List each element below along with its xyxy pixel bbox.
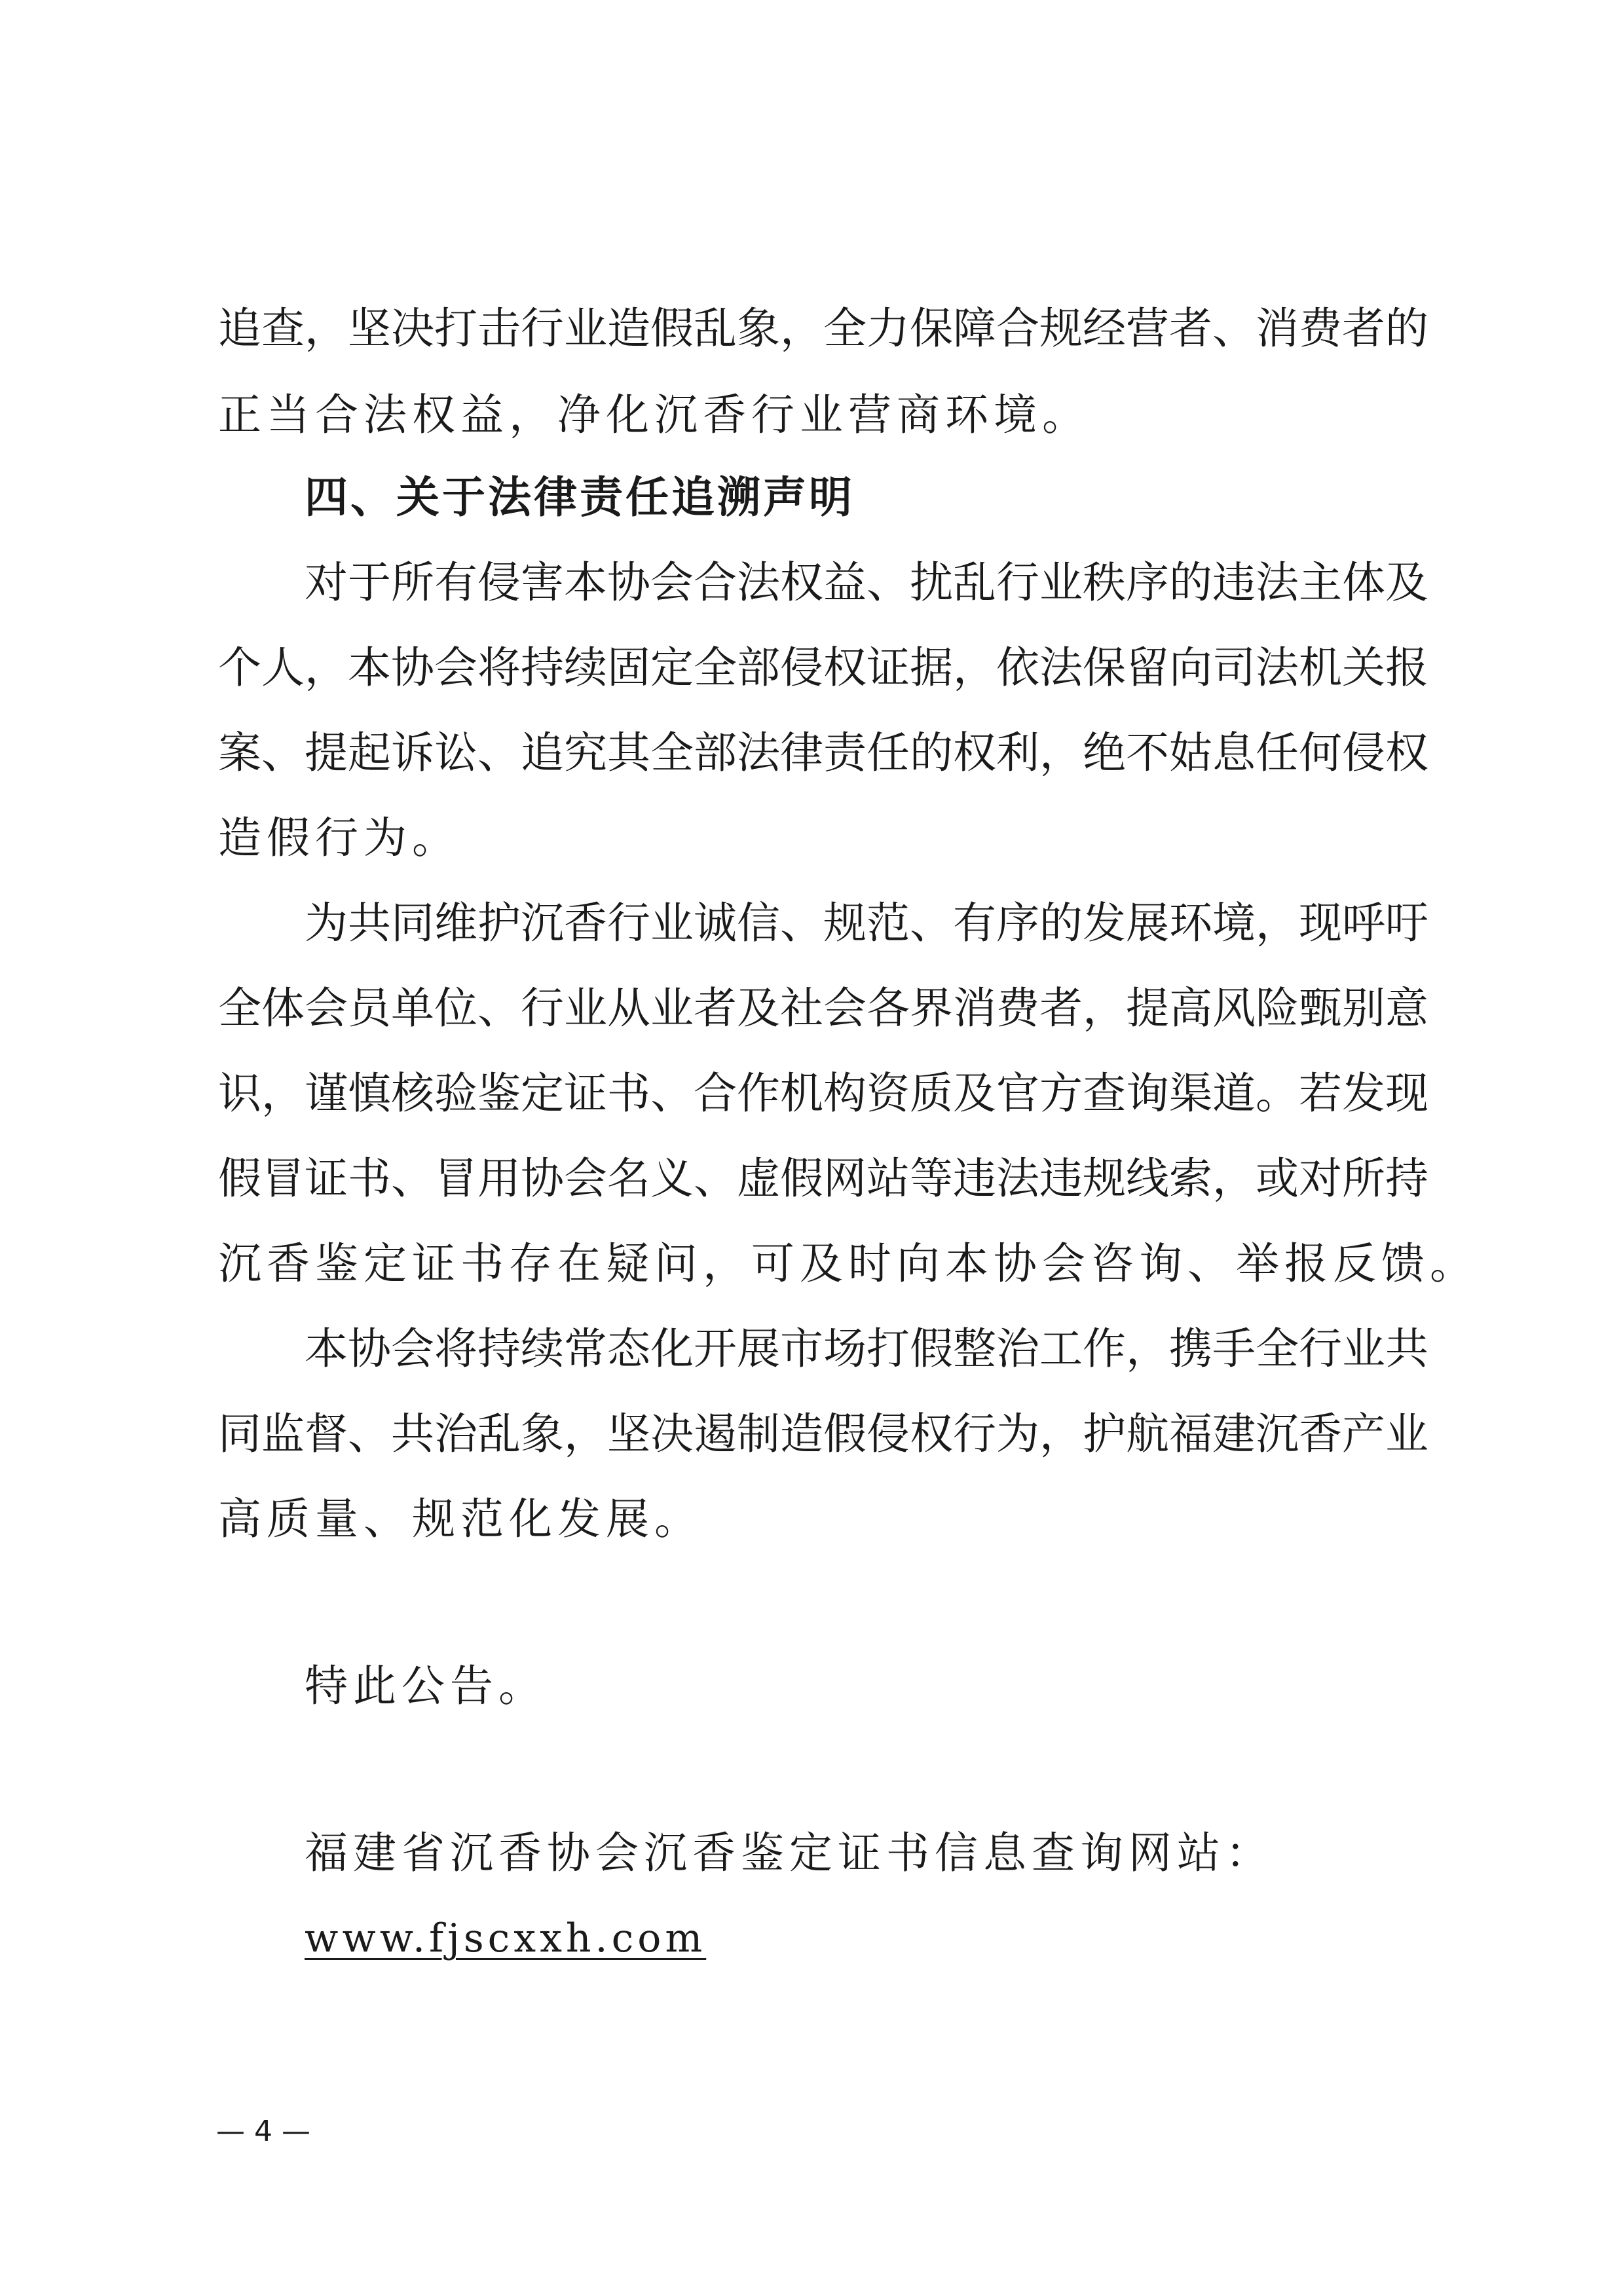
body-line: 对于所有侵害本协会合法权益、扰乱行业秩序的违法主体及 xyxy=(305,557,1428,608)
body-line: 识，谨慎核验鉴定证书、合作机构资质及官方查询渠道。若发现 xyxy=(218,1068,1428,1119)
closing-statement: 特此公告。 xyxy=(305,1661,547,1711)
body-line: 同监督、共治乱象，坚决遏制造假侵权行为，护航福建沉香产业 xyxy=(218,1409,1428,1459)
website-label: 福建省沉香协会沉香鉴定证书信息查询网站： xyxy=(305,1828,1274,1878)
body-line: 个人，本协会将持续固定全部侵权证据，依法保留向司法机关报 xyxy=(218,642,1428,693)
body-line: 造假行为。 xyxy=(218,813,460,863)
body-line: 正当合法权益，净化沉香行业营商环境。 xyxy=(218,390,1091,440)
body-line: 本协会将持续常态化开展市场打假整治工作，携手全行业共 xyxy=(305,1324,1428,1374)
body-line: 沉香鉴定证书存在疑问，可及时向本协会咨询、举报反馈。 xyxy=(218,1238,1478,1289)
body-line: 高质量、规范化发展。 xyxy=(218,1494,703,1544)
body-line: 假冒证书、冒用协会名义、虚假网站等违法违规线索，或对所持 xyxy=(218,1153,1428,1204)
body-line: 为共同维护沉香行业诚信、规范、有序的发展环境，现呼吁 xyxy=(305,898,1428,948)
page-number: — 4 — xyxy=(216,2115,310,2148)
body-line: 追查，坚决打击行业造假乱象，全力保障合规经营者、消费者的 xyxy=(218,303,1428,354)
section-heading: 四、关于法律责任追溯声明 xyxy=(305,472,855,523)
website-link[interactable]: www.fjscxxh.com xyxy=(305,1916,707,1961)
body-line: 全体会员单位、行业从业者及社会各界消费者，提高风险甄别意 xyxy=(218,983,1428,1033)
body-line: 案、提起诉讼、追究其全部法律责任的权利，绝不姑息任何侵权 xyxy=(218,728,1428,778)
